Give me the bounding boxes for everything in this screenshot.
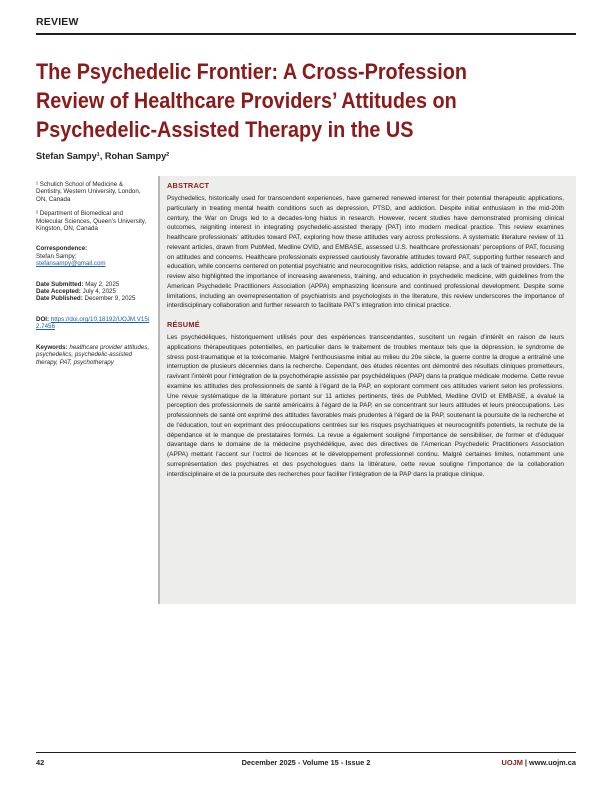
date-accepted bbox=[36, 288, 150, 295]
section-label: REVIEW bbox=[36, 16, 79, 28]
keywords bbox=[36, 344, 150, 366]
abstract-text: Psychedelics, historically used for transcendent experiences, have garnered renewed interest for their potential therapeutic applications, particularly in treating mental health conditions such as depression, PTSD, and addiction. Despite initial enthusiasm in the mid-20th century, the War on Drugs led to a decades-long hiatus in research. However, recent studies have demonstrated promising clinical outcomes, reigniting interest in integrating psychedelic-assisted therapy (PAT) into modern medical practice. This review examines healthcare professionals’ attitudes toward PAT, exploring how these attitudes vary across professions. A systematic literature review of 11 relevant articles, drawn from PubMed, Medline OVID, and EMBASE, assessed U.S. healthcare professionals’ perceptions of PAT, focusing on attitudes and concerns. Healthcare professionals expressed cautiously favorable attitudes toward PAT, supporting further research and education, while concerns centered on potential psychiatric and neurocognitive risks, addiction relapse, and a lack of trained providers. The review also highlighted the importance of increasing awareness, training, and education in psychedelic medicine, with guidelines from the American Psychedelic Practitioners Association (APPA) emphasizing licensure and continued professional development. Despite some limitations, including an overrepresentation of psychiatrists and psychologists in the literature, this review underscores the importance of interdisciplinary collaboration and further research to facilitate PAT’s integration into clinical practice. bbox=[167, 195, 564, 310]
footer-divider bbox=[36, 752, 576, 753]
title-line-3: Psychedelic-Assisted Therapy in the US bbox=[36, 117, 414, 142]
journal-name: UOJM bbox=[501, 758, 523, 767]
journal-website-link[interactable]: www.uojm.ca bbox=[529, 758, 576, 767]
title-line-2: Review of Healthcare Providers’ Attitudes on bbox=[36, 88, 457, 113]
doi-label: DOI: bbox=[36, 315, 50, 323]
resume-text: Les psychédéliques, historiquement utilisés pour des expériences transcendantes, suscitent un regain d’intérêt en raison de leurs applications thérapeutiques potentielles, en particulier dans le traitement de troubles mentaux tels que la dépression, le syndrome de stress post-traumatique et la toxicomanie. Malgré l’enthousiasme initial au milieu du 20e siècle, la guerre contre la drogue a entraîné une interruption de plusieurs décennies dans la recherche. Cependant, des études récentes ont démontré des résultats cliniques prometteurs, ravivant l’intérêt pour l’intégration de la psychothérapie assistée par psychédéliques (PAP) dans la pratique médicale moderne. Cette revue examine les attitudes des professionnels de santé à l’égard de la PAP, en explorant comment ces attitudes varient selon les professions. Une revue systématique de la littérature portant sur 11 articles pertinents, tirés de PubMed, Medline OVID et EMBASE, a évalué la perception des professionnels de santé américains à l’égard de la PAP, en se concentrant sur leurs attitudes et leurs préoccupations. Les professionnels de santé ont exprimé des attitudes favorables mais prudentes à l’égard de la PAP, soutenant la poursuite de la recherche et de l’éducation, tout en exprimant des préoccupations centrées sur les risques psychiatriques et neurocognitifs potentiels, la rechute de la dépendance et le manque de prestataires formés. La revue a également souligné l’importance de sensibiliser, de former et d’éduquer davantage dans le domaine de la médecine psychédélique, avec des directives de l’American Psychedelic Practitioners Association (APPA) mettant l’accent sur l’octroi de licences et le développement professionnel continu. Malgré certaines limites, notamment une surreprésentation des psychiatres et des psychologues dans la littérature, cette revue souligne l’importance de la collaboration interdisciplinaire et de la poursuite des recherches pour faciliter l’intégration de la PAP dans la pratique clinique. bbox=[167, 334, 564, 478]
doi bbox=[36, 316, 150, 331]
doi-link[interactable]: https://doi.org/10.18192/UOJM.V15i2.7456 bbox=[36, 315, 150, 331]
keywords-label: Keywords: bbox=[36, 343, 68, 351]
top-divider bbox=[36, 33, 576, 35]
affiliation-2: ² Department of Biomedical and Molecular Sciences, Queen’s University, Kingston, ON, Canada bbox=[36, 210, 147, 233]
footer-separator: | bbox=[522, 758, 530, 767]
abstract-panel bbox=[158, 176, 576, 604]
publication-dates bbox=[36, 281, 150, 303]
title-line-1: The Psychedelic Frontier: A Cross-Profession bbox=[36, 59, 467, 84]
correspondence-email-link[interactable]: stefansampy@gmail.com bbox=[36, 260, 106, 268]
abstract-heading: ABSTRACT bbox=[167, 181, 210, 190]
correspondence-name: Stefan Sampy; bbox=[36, 252, 77, 260]
issue-info: December 2025 - Volume 15 - Issue 2 bbox=[241, 758, 371, 767]
date-submitted-value: May 2, 2025 bbox=[85, 280, 120, 288]
date-published-label: Date Published: bbox=[36, 295, 83, 303]
resume-heading: RÉSUMÉ bbox=[167, 320, 200, 329]
article-info-sidebar bbox=[36, 181, 150, 373]
author-list: Stefan Sampy¹, Rohan Sampy² bbox=[36, 151, 170, 161]
date-published-value: December 9, 2025 bbox=[84, 295, 136, 303]
correspondence-label: Correspondence: bbox=[36, 245, 88, 253]
page-number: 42 bbox=[36, 758, 45, 767]
affiliation-1: ¹ Schulich School of Medicine & Dentistry, Western University, London, ON, Canada bbox=[36, 181, 141, 203]
date-published bbox=[36, 295, 150, 302]
keywords-value: healthcare provider attitudes, psychedelics, psychedelic-assisted therapy, PAT, psychotherapy bbox=[36, 343, 150, 366]
date-submitted bbox=[36, 281, 150, 288]
correspondence bbox=[36, 245, 150, 267]
date-submitted-label: Date Submitted: bbox=[36, 280, 84, 288]
article-title bbox=[36, 57, 511, 144]
date-accepted-label: Date Accepted: bbox=[36, 288, 81, 296]
date-accepted-value: July 4, 2025 bbox=[82, 288, 116, 296]
journal-brand bbox=[502, 758, 577, 767]
